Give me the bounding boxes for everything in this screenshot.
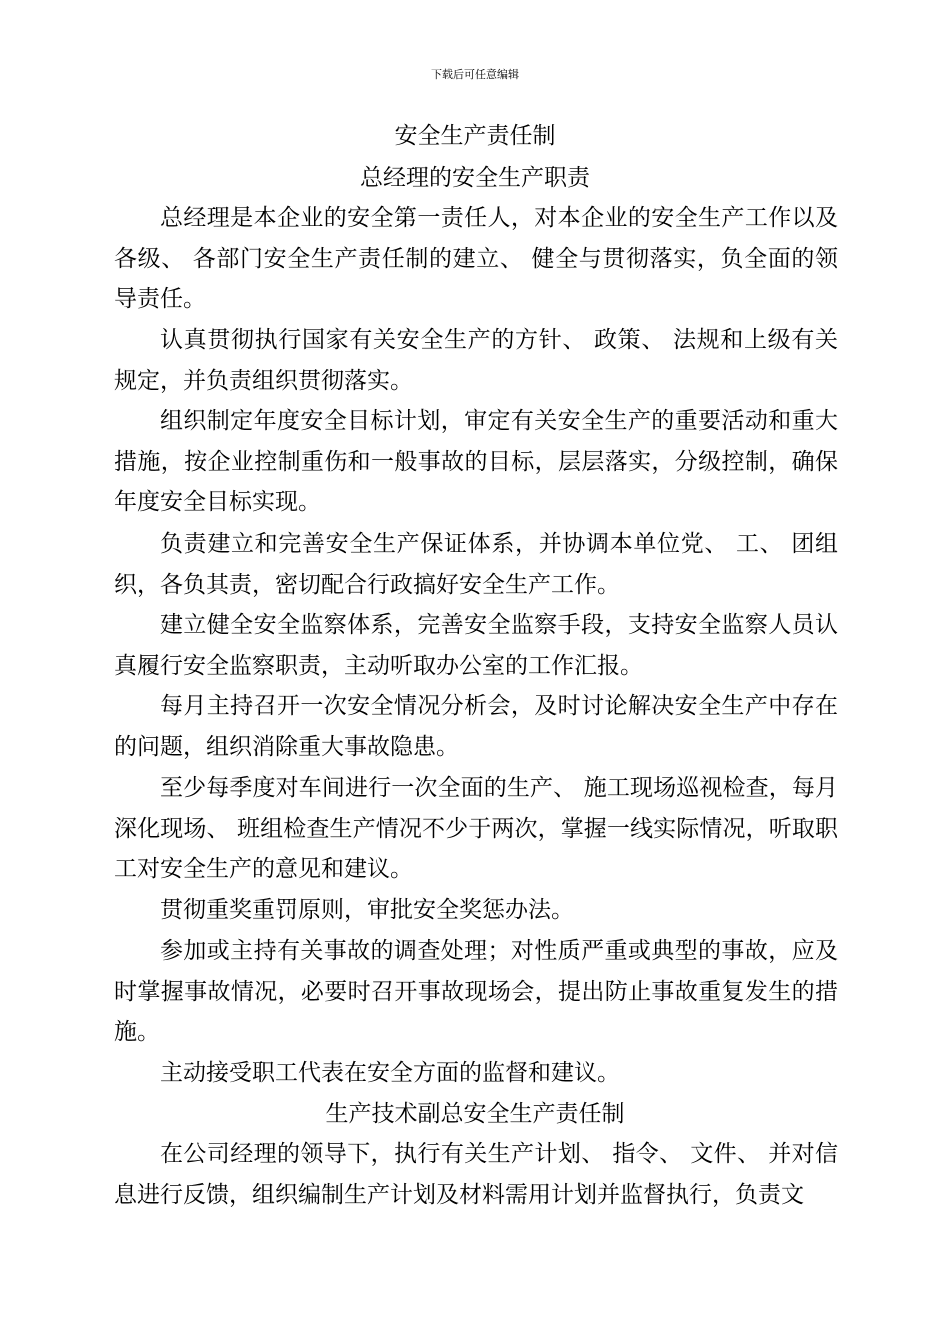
paragraph: 参加或主持有关事故的调查处理；对性质严重或典型的事故，应及时掌握事故情况，必要时召开事故现场会，提出防止事故重复发生的措施。 [114, 938, 838, 1045]
paragraph: 贯彻重奖重罚原则，审批安全奖惩办法。 [160, 897, 574, 923]
paragraph: 总经理是本企业的安全第一责任人，对本企业的安全生产工作以及各级、 各部门安全生产责任制的建立、 健全与贯彻落实，负全面的领导责任。 [114, 205, 838, 312]
section-heading-production-vp: 生产技术副总安全生产责任制 [325, 1101, 625, 1127]
paragraph: 至少每季度对车间进行一次全面的生产、 施工现场巡视检查，每月深化现场、 班组检查生产情况不少于两次，掌握一线实际情况，听取职工对安全生产的意见和建议。 [114, 775, 838, 882]
paragraph: 主动接受职工代表在安全方面的监督和建议。 [160, 1060, 620, 1086]
document-title: 安全生产责任制 [394, 123, 556, 149]
paragraph: 认真贯彻执行国家有关安全生产的方针、 政策、 法规和上级有关规定，并负责组织贯彻落实。 [114, 327, 838, 394]
paragraph: 组织制定年度安全目标计划，审定有关安全生产的重要活动和重大措施，按企业控制重伤和一般事故的目标，层层落实，分级控制，确保年度安全目标实现。 [114, 408, 838, 515]
paragraph: 负责建立和完善安全生产保证体系，并协调本单位党、 工、 团组织，各负其责，密切配合行政搞好安全生产工作。 [114, 531, 838, 598]
paragraph: 在公司经理的领导下，执行有关生产计划、 指令、 文件、 并对信息进行反馈，组织编制生产计划及材料需用计划并监督执行，负责文 [114, 1141, 838, 1208]
paragraph: 建立健全安全监察体系，完善安全监察手段，支持安全监察人员认真履行安全监察职责，主动听取办公室的工作汇报。 [114, 612, 838, 679]
header-note: 下载后可任意编辑 [431, 68, 519, 81]
section-heading-general-manager: 总经理的安全生产职责 [360, 165, 590, 191]
paragraph: 每月主持召开一次安全情况分析会，及时讨论解决安全生产中存在的问题，组织消除重大事故隐患。 [114, 693, 838, 760]
